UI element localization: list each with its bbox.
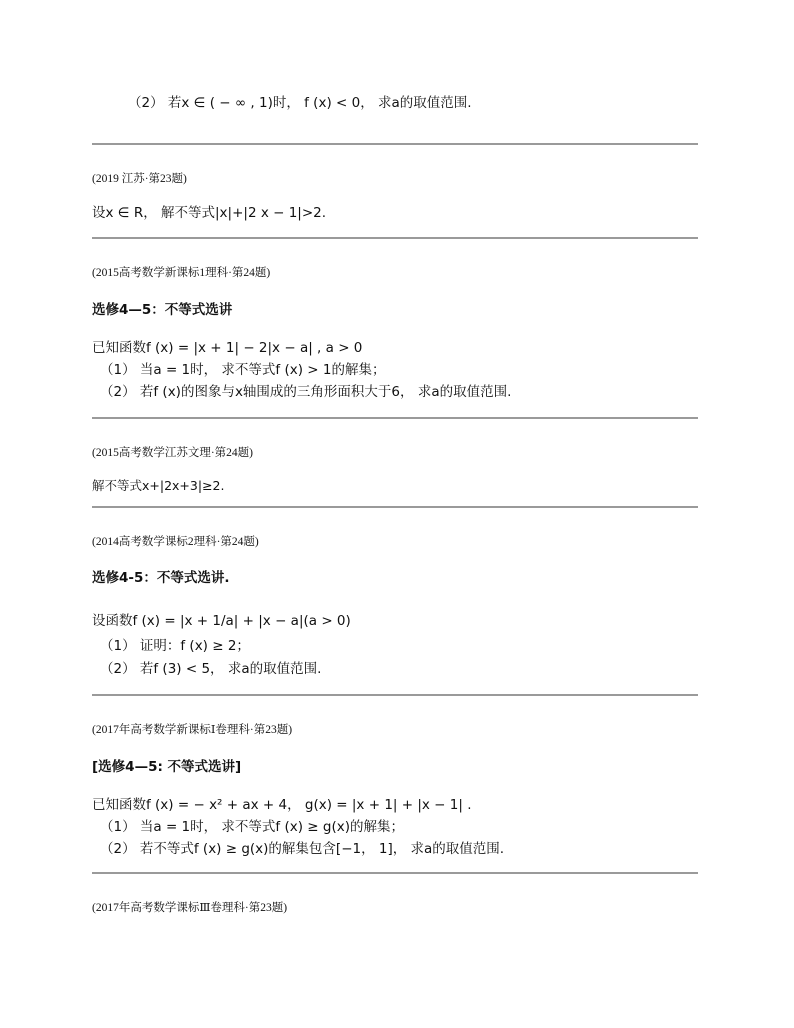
source-label: (2017年高考数学课标Ⅲ卷理科·第23题) xyxy=(92,902,288,914)
problem-text: （2） 若不等式f (x) ≥ g(x)的解集包含[−1， 1]， 求a的取值范围. xyxy=(100,841,505,857)
problem-text: （1） 证明：f (x) ≥ 2； xyxy=(100,638,250,654)
source-label: (2015高考数学江苏文理·第24题) xyxy=(92,447,253,459)
problem-text: （2） 若x ∈ ( − ∞ , 1)时， f (x) < 0， 求a的取值范围. xyxy=(128,95,472,111)
divider xyxy=(92,417,698,419)
problem-text: 已知函数f (x) = |x + 1| − 2|x − a| , a > 0 xyxy=(92,340,363,356)
section-heading: [选修4—5: 不等式选讲] xyxy=(92,759,242,775)
source-label: (2019 江苏·第23题) xyxy=(92,173,187,185)
divider xyxy=(92,506,698,508)
problem-text: （1） 当a = 1时， 求不等式f (x) ≥ g(x)的解集； xyxy=(100,819,404,835)
source-label: (2015高考数学新课标1理科·第24题) xyxy=(92,267,271,279)
divider xyxy=(92,143,698,145)
problem-text: （2） 若f (x)的图象与x轴围成的三角形面积大于6， 求a的取值范围. xyxy=(100,384,512,400)
problem-text: 设函数f (x) = |x + 1/a| + |x − a|(a > 0) xyxy=(92,613,351,629)
problem-text: （1） 当a = 1时， 求不等式f (x) > 1的解集； xyxy=(100,362,386,378)
problem-text: （2） 若f (3) < 5， 求a的取值范围. xyxy=(100,661,322,677)
source-label: (2017年高考数学新课标Ⅰ卷理科·第23题) xyxy=(92,724,293,736)
section-heading: 选修4—5：不等式选讲 xyxy=(92,302,233,318)
divider xyxy=(92,872,698,874)
divider xyxy=(92,237,698,239)
problem-text: 设x ∈ R， 解不等式|x|+|2 x − 1|>2. xyxy=(92,205,327,221)
section-heading: 选修4-5：不等式选讲. xyxy=(92,570,230,586)
problem-text: 解不等式x+|2x+3|≥2. xyxy=(92,478,225,493)
problem-text: 已知函数f (x) = − x² + ax + 4， g(x) = |x + 1| + |x − 1| . xyxy=(92,797,472,813)
divider xyxy=(92,694,698,696)
source-label: (2014高考数学课标2理科·第24题) xyxy=(92,536,259,548)
